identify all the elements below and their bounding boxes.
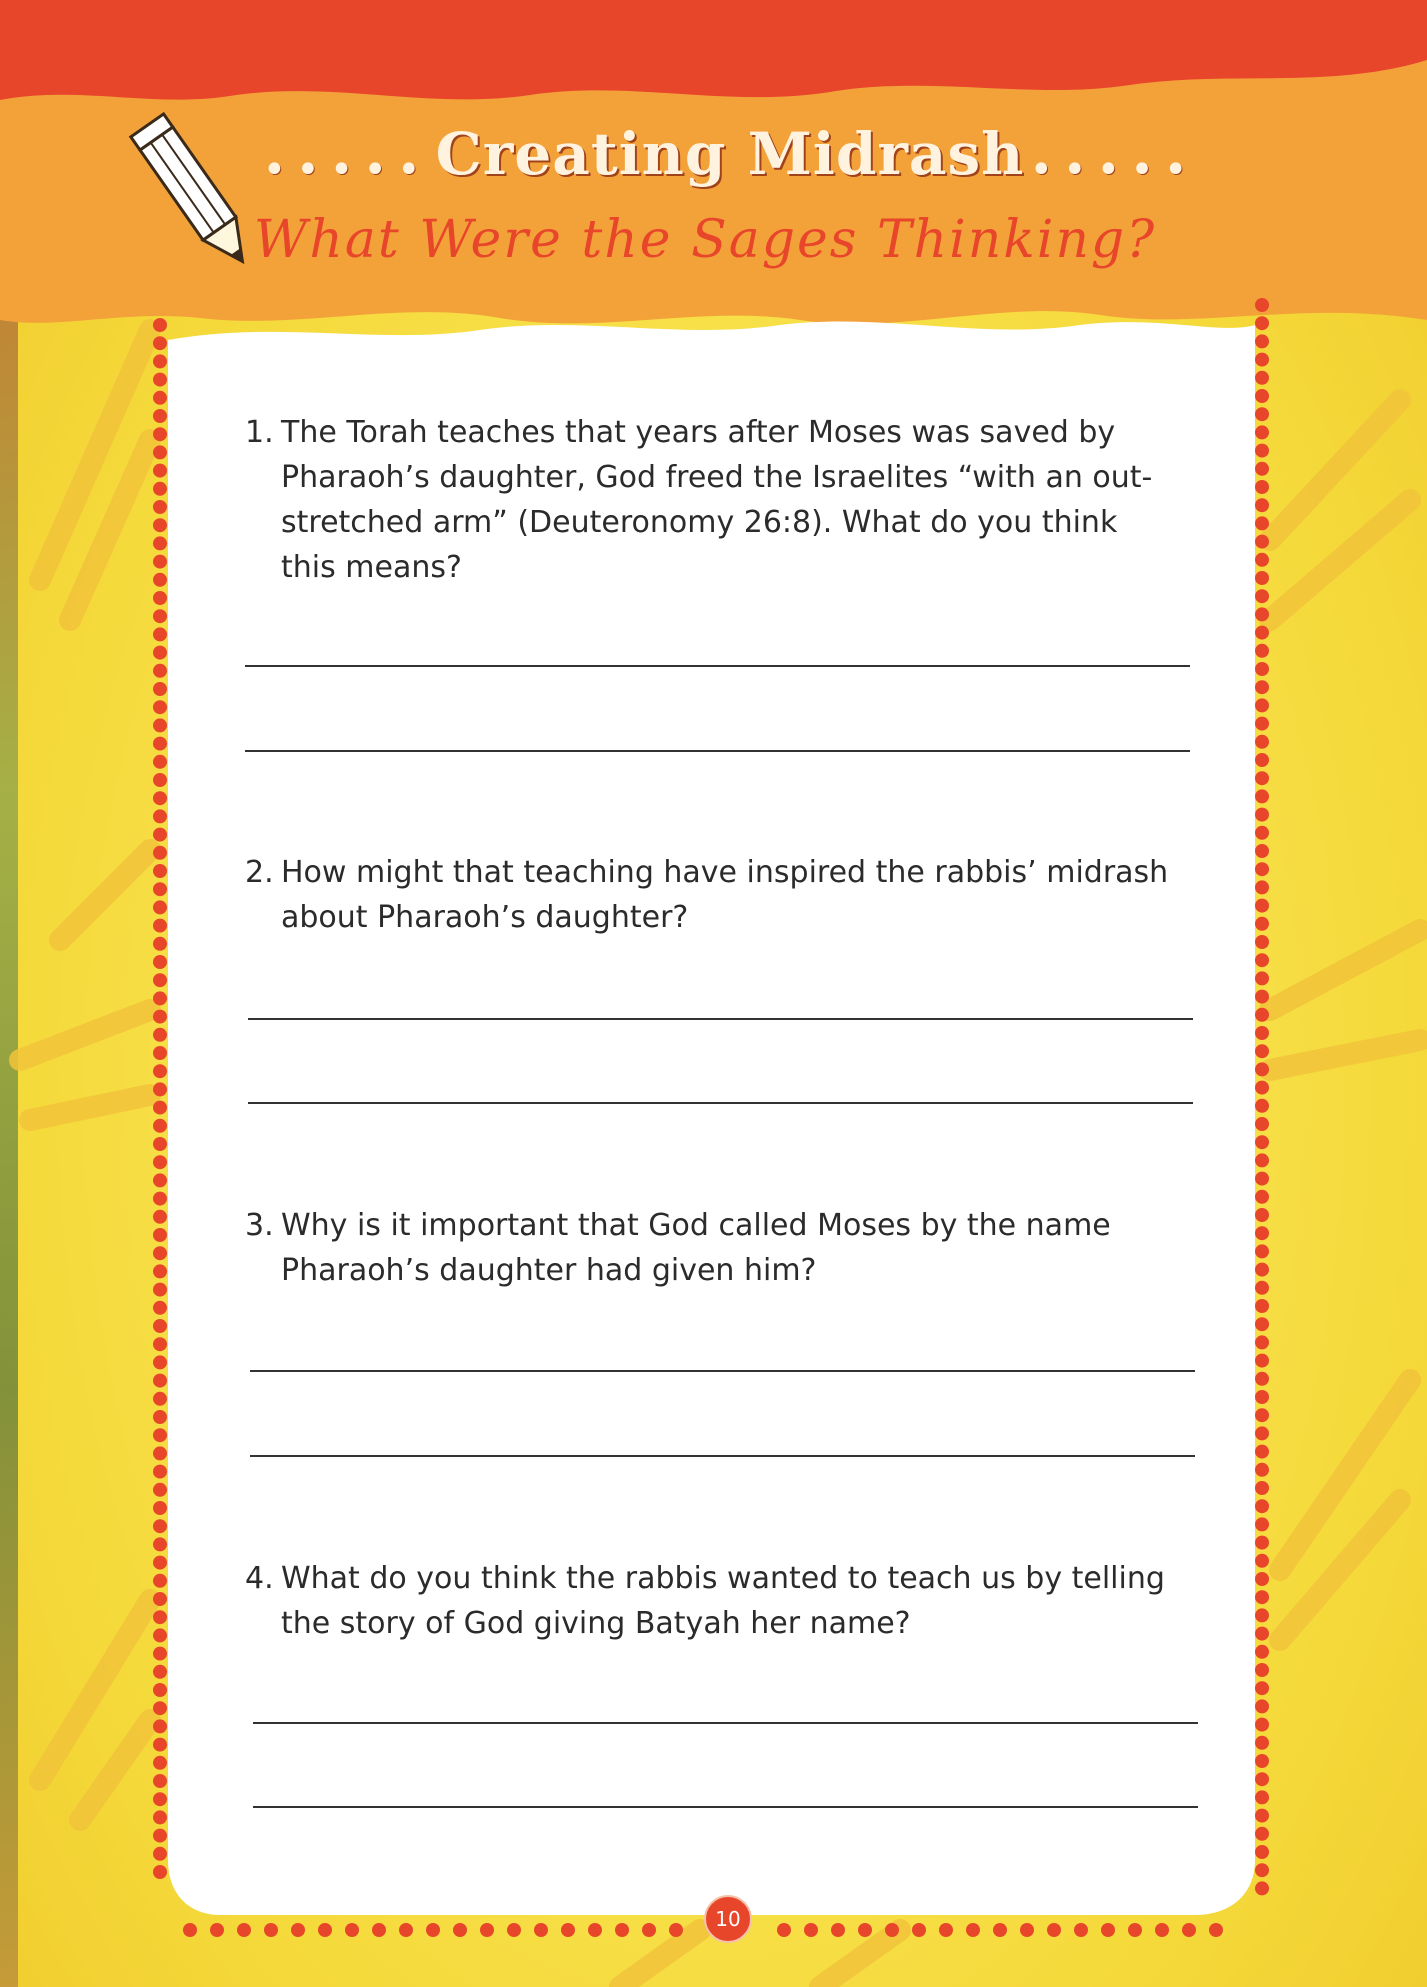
answer-line[interactable]	[250, 1455, 1195, 1457]
answer-line[interactable]	[248, 1102, 1193, 1104]
question-text: Pharaoh’s daughter, God freed the Israelites “with an out-	[281, 460, 1153, 495]
page-subtitle: What Were the Sages Thinking?	[253, 210, 1157, 270]
answer-line[interactable]	[245, 665, 1190, 667]
answer-line[interactable]	[250, 1370, 1195, 1372]
question-number: 3.	[245, 1208, 274, 1243]
question-text: the story of God giving Batyah her name?	[281, 1606, 911, 1641]
question-text: The Torah teaches that years after Moses was saved by	[281, 415, 1116, 450]
question-number: 2.	[245, 855, 274, 890]
title-block	[250, 120, 1210, 193]
question-text: about Pharaoh’s daughter?	[281, 900, 689, 935]
title-dots-left: •••••	[262, 146, 431, 193]
page-title: Creating Midrash	[435, 120, 1025, 188]
question-text: How might that teaching have inspired the rabbis’ midrash	[281, 855, 1169, 890]
question-3	[245, 1203, 1205, 1293]
question-text: Why is it important that God called Moses by the name	[281, 1208, 1111, 1243]
answer-line[interactable]	[248, 1018, 1193, 1020]
question-1	[245, 410, 1205, 590]
answer-line[interactable]	[253, 1806, 1198, 1808]
question-number: 4.	[245, 1561, 274, 1596]
answer-line[interactable]	[253, 1722, 1198, 1724]
question-text: stretched arm” (Deuteronomy 26:8). What do you think	[281, 505, 1118, 540]
answer-line[interactable]	[245, 750, 1190, 752]
title-dots-right: •••••	[1029, 146, 1198, 193]
question-4	[245, 1556, 1205, 1646]
question-text: this means?	[281, 550, 462, 585]
question-text: What do you think the rabbis wanted to teach us by telling	[281, 1561, 1165, 1596]
question-number: 1.	[245, 415, 274, 450]
page-number-badge: 10	[704, 1895, 752, 1943]
question-text: Pharaoh’s daughter had given him?	[281, 1253, 817, 1288]
question-2	[245, 850, 1205, 940]
